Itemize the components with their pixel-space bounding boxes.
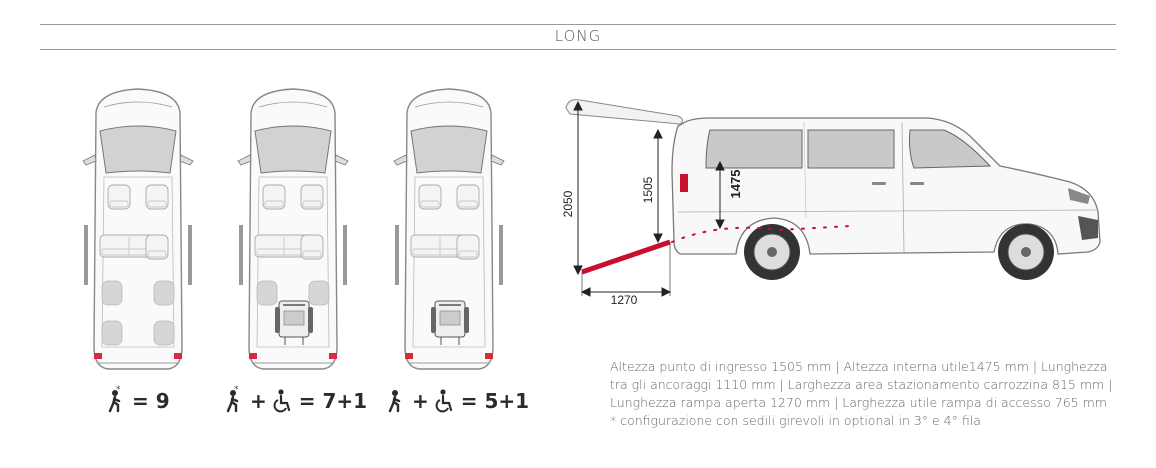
specs-line: tra gli ancoraggi 1110 mm | Larghezza area stazionamento carrozzina 815 mm | [610,377,1113,392]
config-7-plus-1 [224,386,367,416]
section-title: LONG [554,27,602,45]
middle-window [808,130,894,168]
dim-entry-height: 1505 [641,176,655,204]
specs-line: Altezza punto di ingresso 1505 mm | Altezza interna utile1475 mm | Lunghezza [610,359,1108,374]
person-icon [224,385,244,413]
van-top-view-9-seats [78,85,198,375]
top-rule [40,24,1116,25]
person-icon [386,389,406,413]
plus-sign: + [412,389,429,413]
front-wheel [998,224,1054,280]
dim-ramp-length: 1270 [610,293,638,307]
specs-footnote: * configurazione con sedili girevoli in optional in 3° e 4° fila [610,413,981,428]
bottom-rule [40,49,1116,50]
van-top-view-5-plus-1 [389,85,509,375]
dim-interior-height: 1475 [728,169,743,199]
wheelchair-icon [435,389,455,413]
asterisk-mark: * [116,385,121,395]
ramp [582,242,670,272]
asterisk-mark: * [234,385,239,395]
config-label: = 5+1 [460,389,530,413]
wheelchair-icon [273,389,293,413]
rear-wheel [744,224,800,280]
config-9-seats [106,386,170,416]
config-5-plus-1 [386,386,529,416]
plus-sign: + [250,389,267,413]
tailgate [566,100,683,124]
specs-text [610,358,1115,430]
config-label: = 9 [132,389,170,413]
specs-line: Lunghezza rampa aperta 1270 mm | Larghezza utile rampa di accesso 765 mm [610,395,1107,410]
config-label: = 7+1 [298,389,368,413]
van-top-view-7-plus-1 [233,85,353,375]
van-side-view [560,92,1108,307]
person-icon [106,385,126,413]
dim-total-height: 2050 [561,190,575,218]
